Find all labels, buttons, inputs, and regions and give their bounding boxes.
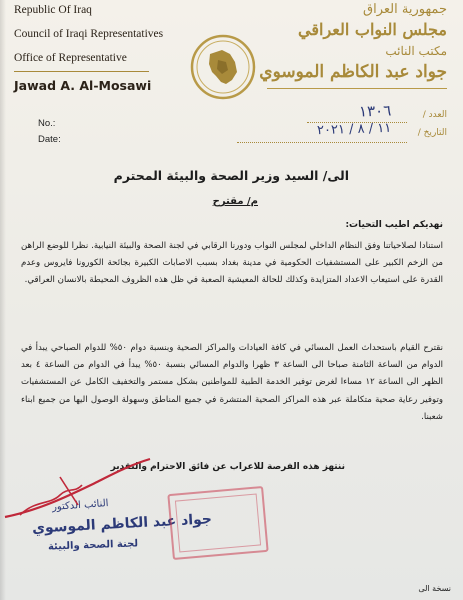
paragraph-2: نقترح القيام باستحداث العمل المسائي في كافة العيادات والمراكز الصحية وبنسبة دوام ٥٠% للدوام الصباحي يبدأ في الدوام من الساعة الثامنة صباحا الى الساعة ٣ ظهرا والدوام المسائي بنسبة ٥٠% يبدأ في الدوام من الساعة ٤ بعد الظهر الى الساعة ١٢ مساءا لغرض توفير الخدمة الطبية للمواطنين بشكل مستمر والتخفيف الكامل عن المستشفيات وتوفير رعاية صحية متكاملة عبر هذه المراكز الصحية المنتشرة في جميع المناطق وسهولة الوصول اليها من جميع ابناء شعبنا.	[21, 343, 444, 422]
letterhead-en-country: Republic Of Iraq	[14, 4, 92, 16]
signature-title: النائب الدكتور	[51, 498, 109, 513]
date-line	[237, 142, 407, 143]
letterhead-rule	[14, 71, 149, 72]
paragraph-1: استنادا لصلاحياتنا وفق النظام الداخلي لمجلس النواب ودورنا الرقابي في لجنة الصحة والبيئة النيابية. نظرا للوضع الراهن من الزخم الكبير على المستشفيات الحكومية في مدينة بغداد بسبب الاصابات الكبيرة بجائحة الكورونا فايروس وعدم القدرة على استيعاب الاعداد المتزايدة وكذلك للحالة المعيشية الصعبة في ظل هذه الظروف المحيطة بالانسان العراقي.	[21, 241, 443, 286]
letterhead-ar-country: جمهورية العراق	[363, 2, 447, 17]
closing-line: ننتهز هذه الفرصة للاعراب عن فائق الاحترام والتقدير	[110, 462, 345, 472]
letterhead-ar-rule	[267, 88, 447, 89]
ar-date-value: ١١ / ٨ / ٢٠٢١	[316, 120, 392, 139]
addressee: الى/ السيد وزير الصحة والبيئة المحترم	[113, 168, 349, 183]
ar-number-label: العدد /	[422, 110, 447, 120]
letterhead-ar-name: جواد عبد الكاظم الموسوي	[259, 62, 447, 82]
subject: م/ مقترح	[212, 196, 258, 207]
iraq-map-emblem-icon	[188, 32, 258, 102]
letterhead-ar-council: مجلس النواب العراقي	[298, 20, 447, 39]
date-label: Date:	[38, 134, 61, 145]
signature-committee: لجنة الصحة والبيئة	[47, 538, 139, 553]
ar-number-value: ١٣٠٦	[358, 101, 392, 121]
letterhead-en-council: Council of Iraqi Representatives	[14, 28, 164, 40]
no-label: No.:	[38, 118, 56, 129]
greeting: نهديكم اطيب التحيات:	[345, 220, 443, 230]
ar-date-label: التاريخ /	[417, 128, 447, 138]
signature-name: جواد عبد الكاظم الموسوي	[31, 511, 213, 537]
official-stamp-icon	[167, 486, 268, 560]
letterhead-en-name: Jawad A. Al-Mosawi	[14, 78, 152, 93]
signature-scribble-icon	[0, 455, 190, 525]
copy-to-label: نسخة الى	[418, 584, 451, 593]
letterhead-en-office: Office of Representative	[14, 52, 127, 64]
letterhead-ar-office: مكتب النائب	[385, 44, 447, 58]
